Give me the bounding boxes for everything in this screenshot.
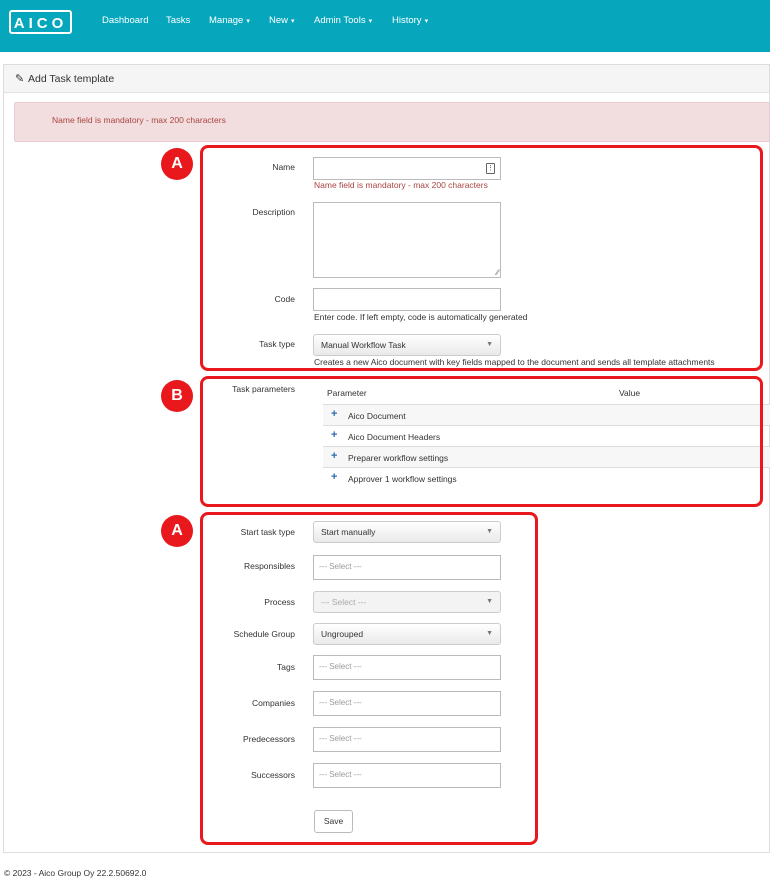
responsibles-placeholder: --- Select --- [319, 562, 362, 571]
tags-label: Tags [277, 662, 295, 672]
predecessors-placeholder: --- Select --- [319, 734, 362, 743]
caret-down-icon: ▾ [246, 18, 250, 25]
nav-new[interactable] [269, 15, 295, 26]
nav-tasks-label: Tasks [166, 15, 191, 26]
task-type-help: Creates a new Aico document with key fields mapped to the document and sends all template attachments [314, 357, 715, 367]
annotation-box-a1 [200, 145, 763, 371]
plus-icon[interactable]: + [331, 429, 338, 441]
page-title: Add Task template [28, 73, 115, 85]
chevron-down-icon: ▼ [486, 341, 493, 348]
name-label: Name [272, 162, 295, 172]
caret-down-icon: ▾ [368, 18, 373, 25]
annotation-badge-a1: A [161, 148, 193, 180]
task-parameters-label: Task parameters [232, 384, 295, 394]
chevron-down-icon: ▼ [486, 630, 493, 637]
aico-logo[interactable]: AICO [9, 10, 72, 34]
annotation-badge-b: B [161, 380, 193, 412]
nav-manage-label: Manage [209, 15, 244, 26]
tags-placeholder: --- Select --- [319, 662, 362, 671]
annotation-badge-a2: A [161, 515, 193, 547]
edit-icon: ✎ [15, 73, 25, 85]
plus-icon[interactable]: + [331, 408, 338, 420]
parameter-column-header: Parameter [327, 388, 367, 398]
successors-label: Successors [251, 770, 295, 780]
nav-history-label: History [392, 15, 422, 26]
param-label: Aico Document Headers [348, 432, 441, 442]
top-navbar [0, 0, 770, 52]
nav-admin-tools-label: Admin Tools [314, 15, 366, 26]
annotation-box-a2 [200, 512, 538, 845]
param-label: Aico Document [348, 411, 406, 421]
chevron-down-icon: ▼ [486, 598, 493, 605]
start-task-type-label: Start task type [240, 527, 295, 537]
nav-admin-tools[interactable] [314, 15, 372, 26]
keyboard-icon: ⋮ [487, 165, 494, 172]
schedule-group-value: Ungrouped [321, 629, 364, 639]
value-column-header: Value [619, 388, 641, 398]
error-alert [14, 102, 770, 142]
plus-icon[interactable]: + [331, 450, 338, 462]
caret-down-icon: ▾ [424, 18, 429, 25]
panel-header [4, 65, 769, 93]
companies-placeholder: --- Select --- [319, 698, 362, 707]
nav-dashboard[interactable] [102, 15, 148, 26]
name-error: Name field is mandatory - max 200 characters [314, 180, 488, 190]
task-type-value: Manual Workflow Task [321, 340, 406, 350]
code-label: Code [274, 294, 295, 304]
param-label: Preparer workflow settings [348, 453, 449, 463]
nav-manage[interactable] [209, 15, 250, 26]
successors-placeholder: --- Select --- [319, 770, 362, 779]
plus-icon[interactable]: + [331, 471, 338, 483]
predecessors-label: Predecessors [243, 734, 295, 744]
task-type-label: Task type [259, 339, 295, 349]
save-button[interactable]: Save [314, 810, 353, 833]
caret-down-icon: ▾ [291, 18, 295, 25]
error-alert-text: Name field is mandatory - max 200 characters [52, 115, 226, 125]
responsibles-label: Responsibles [243, 561, 295, 571]
annotation-box-b [200, 376, 763, 507]
nav-dashboard-label: Dashboard [102, 15, 149, 26]
footer-copyright: © 2023 - Aico Group Oy 22.2.50692.0 [4, 868, 147, 878]
param-label: Approver 1 workflow settings [348, 474, 457, 484]
chevron-down-icon: ▼ [486, 528, 493, 535]
nav-new-label: New [269, 15, 289, 26]
process-label: Process [264, 597, 295, 607]
nav-tasks[interactable] [166, 15, 190, 26]
resize-handle-icon[interactable]: ∕∕ [496, 268, 499, 277]
schedule-group-label: Schedule Group [233, 629, 295, 639]
companies-label: Companies [252, 698, 295, 708]
description-label: Description [252, 207, 295, 217]
nav-history[interactable] [392, 15, 428, 26]
code-help: Enter code. If left empty, code is automatically generated [314, 312, 528, 322]
start-task-type-value: Start manually [321, 527, 376, 537]
process-placeholder: --- Select --- [321, 597, 367, 607]
